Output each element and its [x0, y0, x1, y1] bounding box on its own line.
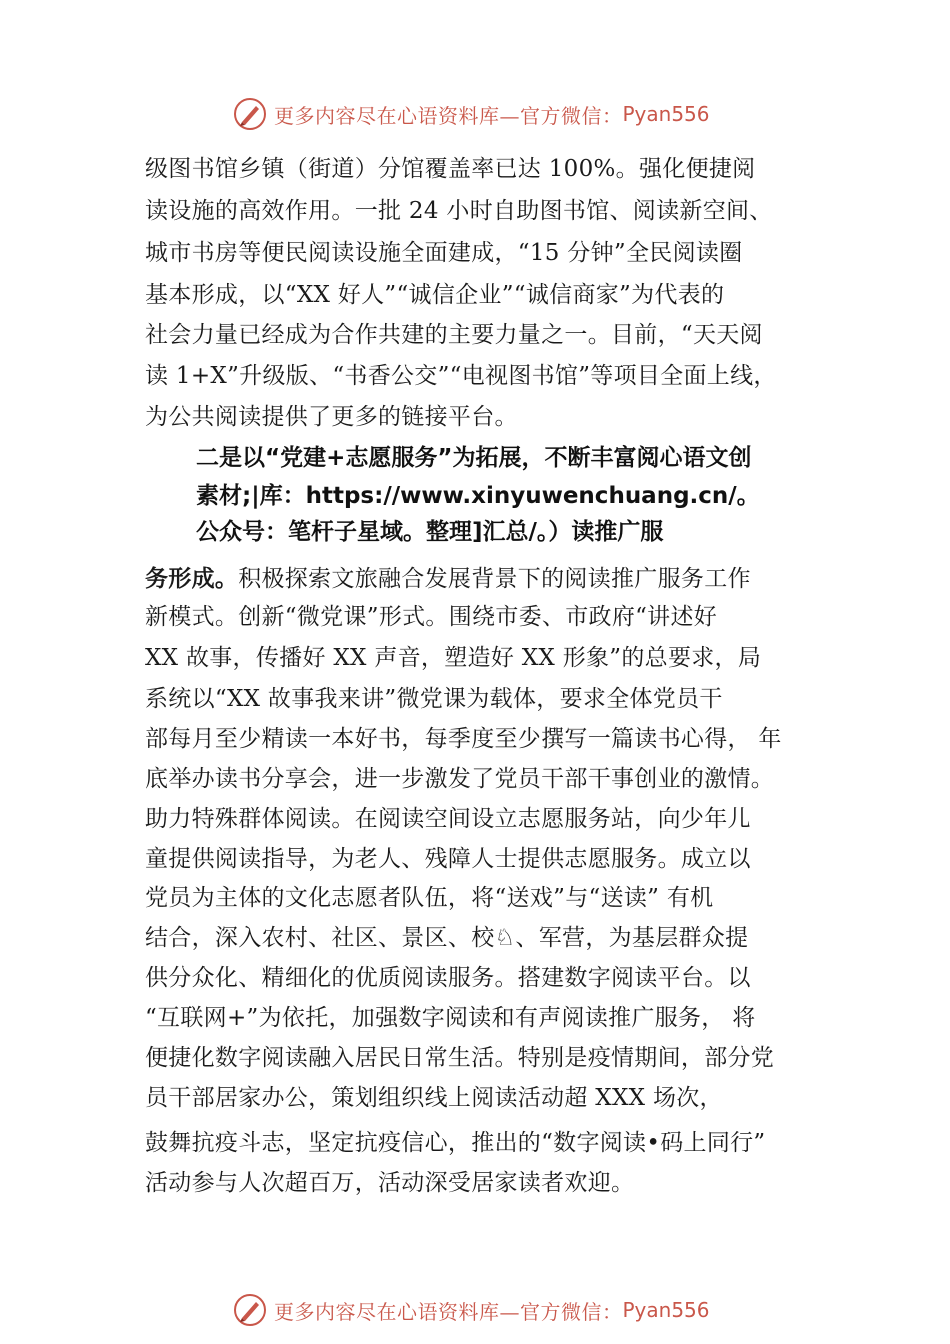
text-line: 为公共阅读提供了更多的链接平台。: [145, 404, 518, 430]
lead-bold-text: 务形成。: [145, 566, 239, 592]
header-watermark: [232, 94, 752, 134]
text-line: 社会力量已经成为合作共建的主要力量之一。目前，“天天阅: [145, 322, 763, 348]
text-line: 级图书馆乡镇（街道）分馆覆盖率已达 100%。强化便捷阅: [145, 156, 756, 182]
text-line: 新模式。创新“微党课”形式。围绕市委、市政府“讲述好: [145, 604, 718, 630]
text-line: 供分众化、精细化的优质阅读服务。搭建数字阅读平台。以: [145, 965, 751, 991]
text-line: 城市书房等便民阅读设施全面建成，“15 分钟”全民阅读圈: [145, 240, 743, 266]
text-line: 党员为主体的文化志愿者队伍，将“送戏”与“送读” 有机: [145, 885, 714, 911]
text-line: 便捷化数字阅读融入居民日常生活。特别是疫情期间，部分党: [145, 1045, 775, 1071]
text-line: 鼓舞抗疫斗志，坚定抗疫信心，推出的“数字阅读•码上同行”: [145, 1130, 766, 1156]
footer-watermark: [232, 1290, 752, 1330]
text-line: 助力特殊群体阅读。在阅读空间设立志愿服务站，向少年儿: [145, 806, 751, 832]
watermark-handle: Pyan556: [622, 1298, 710, 1322]
text-line: 底举办读书分享会，进一步激发了党员干部干事创业的激情。: [145, 766, 775, 792]
pen-logo-icon: [232, 1292, 268, 1328]
pen-logo-icon: [232, 96, 268, 132]
heading-line: 素材;|库：https://www.xinyuwenchuang.cn/。: [196, 483, 760, 509]
text-line: [145, 564, 751, 594]
text-line: 系统以“XX 故事我来讲”微党课为载体，要求全体党员干: [145, 686, 723, 712]
text-line: 童提供阅读指导，为老人、残障人士提供志愿服务。成立以: [145, 846, 751, 872]
watermark-handle: Pyan556: [622, 102, 710, 126]
heading-line: 公众号：笔杆子星域。整理]汇总/。）读推广服: [196, 519, 664, 545]
heading-line: 二是以“党建+志愿服务”为拓展，不断丰富阅心语文创: [196, 445, 752, 471]
text-line: 读 1+X”升级版、“书香公交”“电视图书馆”等项目全面上线，: [145, 363, 777, 389]
text-line: 部每月至少精读一本好书，每季度至少撰写一篇读书心得， 年: [145, 726, 782, 752]
text-line: “互联网+”为依托，加强数字阅读和有声阅读推广服务， 将: [145, 1005, 756, 1031]
text-line: 读设施的高效作用。一批 24 小时自助图书馆、阅读新空间、: [145, 198, 773, 224]
text-line: XX 故事，传播好 XX 声音，塑造好 XX 形象”的总要求，局: [145, 645, 762, 671]
text-line: 员干部居家办公，策划组织线上阅读活动超 XXX 场次，: [145, 1085, 723, 1111]
text-line: 活动参与人次超百万，活动深受居家读者欢迎。: [145, 1170, 635, 1196]
text-line: 结合，深入农村、社区、景区、校♘、军营，为基层群众提: [145, 925, 749, 951]
lead-rest-text: 积极探索文旅融合发展背景下的阅读推广服务工作: [238, 566, 751, 592]
watermark-text: 更多内容尽在心语资料库—官方微信：: [274, 1299, 623, 1324]
text-line: 基本形成，以“XX 好人”“诚信企业”“诚信商家”为代表的: [145, 282, 725, 308]
watermark-text: 更多内容尽在心语资料库—官方微信：: [274, 103, 623, 128]
